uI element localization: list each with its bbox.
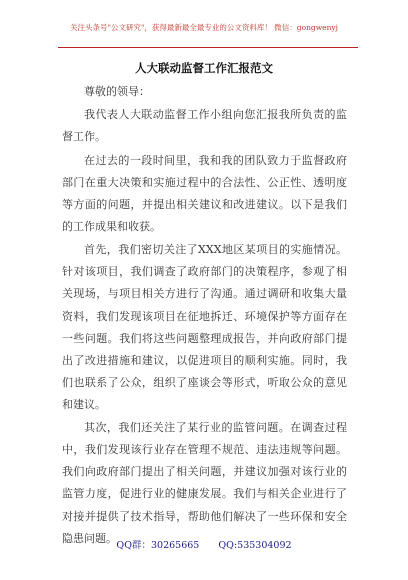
paragraph: 其次，我们还关注了某行业的监管问题。在调查过程中，我们发现该行业存在管理不规范、违法违规等问题。我们向政府部门提出了相关问题，并建议加强对该行业的监管力度，促进行业的健康发展。我们与相关企业进行了对接并提供了技术指导，帮助他们解决了一些环保和安全隐患问题。 — [62, 421, 347, 545]
paragraph: 在过去的一段时间里，我和我的团队致力于监督政府部门在重大决策和实施过程中的合法性、公正性、透明度等方面的问题，并提出相关建议和改进建议。以下是我们的工作成果和收获。 — [62, 153, 347, 233]
paragraph: 我代表人大联动监督工作小组向您汇报我所负责的监督工作。 — [62, 108, 347, 144]
paragraph: 首先，我们密切关注了XXX地区某项目的实施情况。针对该项目，我们调查了政府部门的决策程序，参观了相关现场，与项目相关方进行了沟通。通过调研和收集大量资料，我们发现该项目在征地拆迁、环境保护等方面存在一些问题。我们将这些问题整理成报告，并向政府部门提出了改进措施和建议，以促进项目的顺利实施。同时，我们也联系了公众，组织了座谈会等形式，听取公众的意见和建议。 — [62, 243, 347, 411]
footer-qq: QQ:535304092 — [218, 540, 292, 551]
salutation: 尊敬的领导： — [84, 85, 150, 98]
footer-qq-group: QQ群：30265665 — [116, 540, 200, 551]
header-divider — [58, 47, 358, 48]
document-body — [62, 81, 347, 551]
footer-contact — [0, 537, 408, 551]
document-title: 人大联动监督工作汇报范文 — [135, 61, 273, 75]
header-promo-note: 关注头条号"公文研究"，获得最新最全最专业的公文资料库！ 微信：gongwenyj — [70, 23, 338, 32]
